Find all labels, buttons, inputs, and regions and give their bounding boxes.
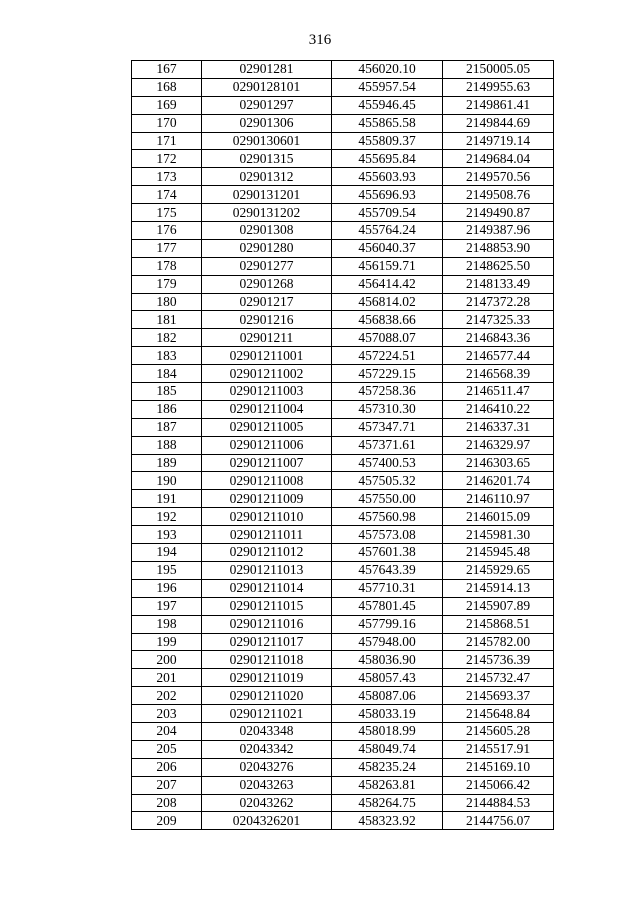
point-id-cell: 02901211002 xyxy=(202,365,332,383)
point-id-cell: 02901211006 xyxy=(202,436,332,454)
row-number-cell: 184 xyxy=(132,365,202,383)
point-id-cell: 02043342 xyxy=(202,740,332,758)
y-coordinate-cell: 2145929.65 xyxy=(443,561,554,579)
table-row xyxy=(132,615,554,633)
point-id-cell: 02901211019 xyxy=(202,669,332,687)
table-row xyxy=(132,150,554,168)
y-coordinate-cell: 2146568.39 xyxy=(443,365,554,383)
table-row xyxy=(132,597,554,615)
point-id-cell: 0290131202 xyxy=(202,204,332,222)
x-coordinate-cell: 455946.45 xyxy=(332,96,443,114)
row-number-cell: 193 xyxy=(132,526,202,544)
point-id-cell: 02901216 xyxy=(202,311,332,329)
row-number-cell: 201 xyxy=(132,669,202,687)
table-row xyxy=(132,633,554,651)
row-number-cell: 179 xyxy=(132,275,202,293)
row-number-cell: 203 xyxy=(132,705,202,723)
y-coordinate-cell: 2145732.47 xyxy=(443,669,554,687)
x-coordinate-cell: 458087.06 xyxy=(332,687,443,705)
row-number-cell: 174 xyxy=(132,186,202,204)
row-number-cell: 204 xyxy=(132,722,202,740)
y-coordinate-cell: 2146410.22 xyxy=(443,400,554,418)
point-id-cell: 02901268 xyxy=(202,275,332,293)
point-id-cell: 02901211012 xyxy=(202,544,332,562)
page-number: 316 xyxy=(308,32,332,48)
y-coordinate-cell: 2149570.56 xyxy=(443,168,554,186)
table-row xyxy=(132,651,554,669)
y-coordinate-cell: 2145868.51 xyxy=(443,615,554,633)
point-id-cell: 02901211009 xyxy=(202,490,332,508)
y-coordinate-cell: 2144884.53 xyxy=(443,794,554,812)
x-coordinate-cell: 457801.45 xyxy=(332,597,443,615)
table-row xyxy=(132,114,554,132)
table-row xyxy=(132,78,554,96)
y-coordinate-cell: 2149490.87 xyxy=(443,204,554,222)
point-id-cell: 02901211021 xyxy=(202,705,332,723)
y-coordinate-cell: 2146110.97 xyxy=(443,490,554,508)
x-coordinate-cell: 455695.84 xyxy=(332,150,443,168)
row-number-cell: 186 xyxy=(132,400,202,418)
x-coordinate-cell: 456414.42 xyxy=(332,275,443,293)
row-number-cell: 185 xyxy=(132,383,202,401)
x-coordinate-cell: 457229.15 xyxy=(332,365,443,383)
point-id-cell: 02901211 xyxy=(202,329,332,347)
table-row xyxy=(132,418,554,436)
point-id-cell: 02901211001 xyxy=(202,347,332,365)
row-number-cell: 183 xyxy=(132,347,202,365)
y-coordinate-cell: 2145693.37 xyxy=(443,687,554,705)
x-coordinate-cell: 457710.31 xyxy=(332,579,443,597)
point-id-cell: 02901211003 xyxy=(202,383,332,401)
row-number-cell: 207 xyxy=(132,776,202,794)
table-row xyxy=(132,257,554,275)
point-id-cell: 02043276 xyxy=(202,758,332,776)
y-coordinate-cell: 2149861.41 xyxy=(443,96,554,114)
row-number-cell: 175 xyxy=(132,204,202,222)
row-number-cell: 171 xyxy=(132,132,202,150)
x-coordinate-cell: 457573.08 xyxy=(332,526,443,544)
x-coordinate-cell: 457601.38 xyxy=(332,544,443,562)
row-number-cell: 195 xyxy=(132,561,202,579)
row-number-cell: 169 xyxy=(132,96,202,114)
point-id-cell: 02901211011 xyxy=(202,526,332,544)
y-coordinate-cell: 2149508.76 xyxy=(443,186,554,204)
table-row xyxy=(132,400,554,418)
x-coordinate-cell: 458033.19 xyxy=(332,705,443,723)
x-coordinate-cell: 457347.71 xyxy=(332,418,443,436)
x-coordinate-cell: 456159.71 xyxy=(332,257,443,275)
x-coordinate-cell: 457258.36 xyxy=(332,383,443,401)
point-id-cell: 02901277 xyxy=(202,257,332,275)
y-coordinate-cell: 2145945.48 xyxy=(443,544,554,562)
y-coordinate-cell: 2145907.89 xyxy=(443,597,554,615)
row-number-cell: 189 xyxy=(132,454,202,472)
x-coordinate-cell: 458235.24 xyxy=(332,758,443,776)
y-coordinate-cell: 2149844.69 xyxy=(443,114,554,132)
x-coordinate-cell: 456814.02 xyxy=(332,293,443,311)
row-number-cell: 188 xyxy=(132,436,202,454)
row-number-cell: 173 xyxy=(132,168,202,186)
y-coordinate-cell: 2148625.50 xyxy=(443,257,554,275)
x-coordinate-cell: 456838.66 xyxy=(332,311,443,329)
table-row xyxy=(132,526,554,544)
table-row xyxy=(132,239,554,257)
row-number-cell: 176 xyxy=(132,222,202,240)
point-id-cell: 02901211015 xyxy=(202,597,332,615)
x-coordinate-cell: 457550.00 xyxy=(332,490,443,508)
y-coordinate-cell: 2144756.07 xyxy=(443,812,554,830)
point-id-cell: 0290131201 xyxy=(202,186,332,204)
row-number-cell: 177 xyxy=(132,239,202,257)
y-coordinate-cell: 2146843.36 xyxy=(443,329,554,347)
point-id-cell: 02901211008 xyxy=(202,472,332,490)
table-row xyxy=(132,293,554,311)
x-coordinate-cell: 458323.92 xyxy=(332,812,443,830)
x-coordinate-cell: 457560.98 xyxy=(332,508,443,526)
x-coordinate-cell: 458036.90 xyxy=(332,651,443,669)
y-coordinate-cell: 2145981.30 xyxy=(443,526,554,544)
table-row xyxy=(132,436,554,454)
table-row xyxy=(132,204,554,222)
row-number-cell: 178 xyxy=(132,257,202,275)
point-id-cell: 02043348 xyxy=(202,722,332,740)
table-row xyxy=(132,186,554,204)
x-coordinate-cell: 455603.93 xyxy=(332,168,443,186)
y-coordinate-cell: 2145066.42 xyxy=(443,776,554,794)
table-row xyxy=(132,812,554,830)
row-number-cell: 208 xyxy=(132,794,202,812)
row-number-cell: 192 xyxy=(132,508,202,526)
row-number-cell: 199 xyxy=(132,633,202,651)
table-row xyxy=(132,454,554,472)
table-row xyxy=(132,61,554,79)
y-coordinate-cell: 2146201.74 xyxy=(443,472,554,490)
row-number-cell: 168 xyxy=(132,78,202,96)
x-coordinate-cell: 458263.81 xyxy=(332,776,443,794)
row-number-cell: 194 xyxy=(132,544,202,562)
table-row xyxy=(132,776,554,794)
table-row xyxy=(132,365,554,383)
x-coordinate-cell: 455764.24 xyxy=(332,222,443,240)
y-coordinate-cell: 2146511.47 xyxy=(443,383,554,401)
point-id-cell: 02901211020 xyxy=(202,687,332,705)
x-coordinate-cell: 457643.39 xyxy=(332,561,443,579)
table-row xyxy=(132,329,554,347)
x-coordinate-cell: 457505.32 xyxy=(332,472,443,490)
point-id-cell: 0290130601 xyxy=(202,132,332,150)
y-coordinate-cell: 2149684.04 xyxy=(443,150,554,168)
row-number-cell: 170 xyxy=(132,114,202,132)
y-coordinate-cell: 2148853.90 xyxy=(443,239,554,257)
coordinates-table-body xyxy=(132,61,554,830)
coordinates-table xyxy=(131,60,554,830)
row-number-cell: 172 xyxy=(132,150,202,168)
row-number-cell: 200 xyxy=(132,651,202,669)
y-coordinate-cell: 2146577.44 xyxy=(443,347,554,365)
table-row xyxy=(132,758,554,776)
table-row xyxy=(132,579,554,597)
table-row xyxy=(132,705,554,723)
y-coordinate-cell: 2145605.28 xyxy=(443,722,554,740)
y-coordinate-cell: 2145914.13 xyxy=(443,579,554,597)
point-id-cell: 02901211005 xyxy=(202,418,332,436)
point-id-cell: 0204326201 xyxy=(202,812,332,830)
point-id-cell: 02901211018 xyxy=(202,651,332,669)
row-number-cell: 187 xyxy=(132,418,202,436)
y-coordinate-cell: 2146329.97 xyxy=(443,436,554,454)
x-coordinate-cell: 457948.00 xyxy=(332,633,443,651)
x-coordinate-cell: 455709.54 xyxy=(332,204,443,222)
point-id-cell: 02043263 xyxy=(202,776,332,794)
table-row xyxy=(132,669,554,687)
point-id-cell: 02901312 xyxy=(202,168,332,186)
x-coordinate-cell: 455696.93 xyxy=(332,186,443,204)
point-id-cell: 02901217 xyxy=(202,293,332,311)
point-id-cell: 02901211016 xyxy=(202,615,332,633)
table-row xyxy=(132,740,554,758)
table-row xyxy=(132,132,554,150)
point-id-cell: 02901211010 xyxy=(202,508,332,526)
y-coordinate-cell: 2145782.00 xyxy=(443,633,554,651)
x-coordinate-cell: 458018.99 xyxy=(332,722,443,740)
row-number-cell: 205 xyxy=(132,740,202,758)
point-id-cell: 02901315 xyxy=(202,150,332,168)
x-coordinate-cell: 455865.58 xyxy=(332,114,443,132)
table-row xyxy=(132,472,554,490)
point-id-cell: 02901211013 xyxy=(202,561,332,579)
point-id-cell: 0290128101 xyxy=(202,78,332,96)
x-coordinate-cell: 458049.74 xyxy=(332,740,443,758)
table-row xyxy=(132,544,554,562)
x-coordinate-cell: 457224.51 xyxy=(332,347,443,365)
y-coordinate-cell: 2150005.05 xyxy=(443,61,554,79)
y-coordinate-cell: 2149955.63 xyxy=(443,78,554,96)
table-row xyxy=(132,794,554,812)
row-number-cell: 196 xyxy=(132,579,202,597)
table-row xyxy=(132,561,554,579)
point-id-cell: 02901211017 xyxy=(202,633,332,651)
table-row xyxy=(132,687,554,705)
row-number-cell: 167 xyxy=(132,61,202,79)
y-coordinate-cell: 2147325.33 xyxy=(443,311,554,329)
y-coordinate-cell: 2147372.28 xyxy=(443,293,554,311)
table-row xyxy=(132,383,554,401)
row-number-cell: 197 xyxy=(132,597,202,615)
x-coordinate-cell: 457799.16 xyxy=(332,615,443,633)
point-id-cell: 02901306 xyxy=(202,114,332,132)
x-coordinate-cell: 457400.53 xyxy=(332,454,443,472)
row-number-cell: 182 xyxy=(132,329,202,347)
row-number-cell: 206 xyxy=(132,758,202,776)
x-coordinate-cell: 458264.75 xyxy=(332,794,443,812)
x-coordinate-cell: 456020.10 xyxy=(332,61,443,79)
y-coordinate-cell: 2145648.84 xyxy=(443,705,554,723)
y-coordinate-cell: 2146015.09 xyxy=(443,508,554,526)
x-coordinate-cell: 458057.43 xyxy=(332,669,443,687)
y-coordinate-cell: 2145517.91 xyxy=(443,740,554,758)
x-coordinate-cell: 457310.30 xyxy=(332,400,443,418)
x-coordinate-cell: 455809.37 xyxy=(332,132,443,150)
point-id-cell: 02901308 xyxy=(202,222,332,240)
row-number-cell: 190 xyxy=(132,472,202,490)
point-id-cell: 02901281 xyxy=(202,61,332,79)
row-number-cell: 181 xyxy=(132,311,202,329)
row-number-cell: 209 xyxy=(132,812,202,830)
x-coordinate-cell: 457371.61 xyxy=(332,436,443,454)
y-coordinate-cell: 2145169.10 xyxy=(443,758,554,776)
table-row xyxy=(132,311,554,329)
y-coordinate-cell: 2149387.96 xyxy=(443,222,554,240)
table-row xyxy=(132,275,554,293)
point-id-cell: 02901280 xyxy=(202,239,332,257)
point-id-cell: 02901297 xyxy=(202,96,332,114)
row-number-cell: 180 xyxy=(132,293,202,311)
x-coordinate-cell: 456040.37 xyxy=(332,239,443,257)
table-row xyxy=(132,347,554,365)
table-row xyxy=(132,222,554,240)
table-row xyxy=(132,722,554,740)
point-id-cell: 02901211004 xyxy=(202,400,332,418)
y-coordinate-cell: 2148133.49 xyxy=(443,275,554,293)
x-coordinate-cell: 455957.54 xyxy=(332,78,443,96)
row-number-cell: 191 xyxy=(132,490,202,508)
point-id-cell: 02043262 xyxy=(202,794,332,812)
y-coordinate-cell: 2146337.31 xyxy=(443,418,554,436)
table-row xyxy=(132,168,554,186)
table-row xyxy=(132,96,554,114)
y-coordinate-cell: 2149719.14 xyxy=(443,132,554,150)
point-id-cell: 02901211014 xyxy=(202,579,332,597)
point-id-cell: 02901211007 xyxy=(202,454,332,472)
row-number-cell: 198 xyxy=(132,615,202,633)
y-coordinate-cell: 2146303.65 xyxy=(443,454,554,472)
x-coordinate-cell: 457088.07 xyxy=(332,329,443,347)
row-number-cell: 202 xyxy=(132,687,202,705)
table-row xyxy=(132,490,554,508)
table-row xyxy=(132,508,554,526)
y-coordinate-cell: 2145736.39 xyxy=(443,651,554,669)
